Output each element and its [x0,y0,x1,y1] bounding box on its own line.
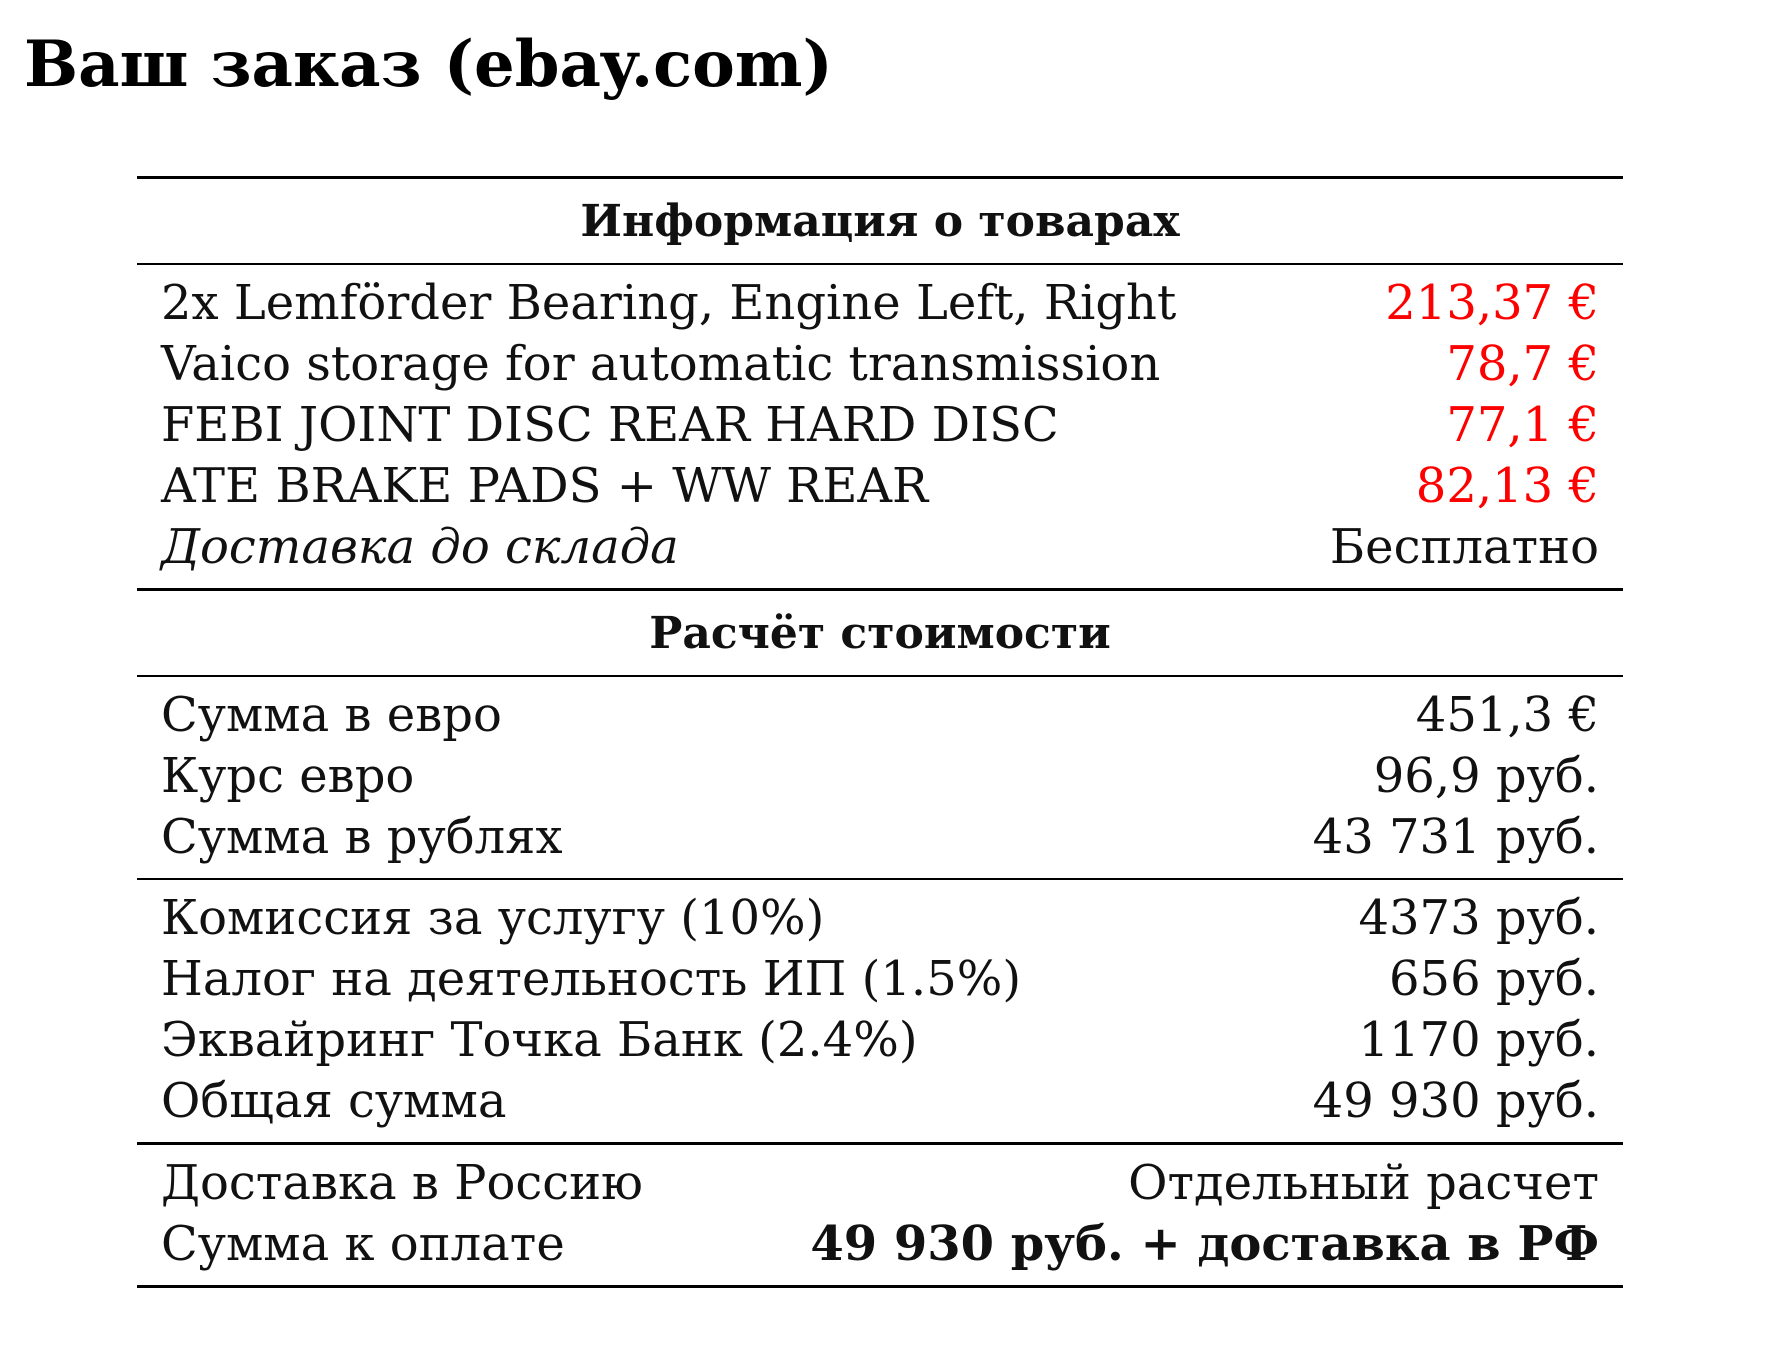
page-title: Ваш заказ (ebay.com) [24,27,833,102]
total-value: 49 930 руб. [1312,1073,1599,1129]
product-row [137,395,1623,456]
russia-delivery-row [137,1153,1623,1214]
final-list [137,1145,1623,1285]
conversion-list [137,677,1623,878]
amount-due-row [137,1214,1623,1275]
product-name: FEBI JOINT DISC REAR HARD DISC [161,397,1059,453]
euro-rate-label: Курс евро [161,748,415,804]
products-section-header: Информация о товарах [580,196,1180,247]
tax-row [137,949,1623,1010]
bottom-rule [137,1285,1623,1288]
product-price: 77,1 € [1446,397,1599,453]
tax-label: Налог на деятельность ИП (1.5%) [161,951,1022,1007]
fees-list [137,880,1623,1142]
euro-sum-label: Сумма в евро [161,687,502,743]
warehouse-delivery-value: Бесплатно [1329,519,1599,575]
product-price: 213,37 € [1385,275,1599,331]
order-table [137,176,1623,1288]
warehouse-delivery-label: Доставка до склада [161,519,679,575]
acquiring-label: Эквайринг Точка Банк (2.4%) [161,1012,918,1068]
rub-sum-label: Сумма в рублях [161,809,563,865]
amount-due-label: Сумма к оплате [161,1216,565,1272]
product-price: 78,7 € [1446,336,1599,392]
rub-sum-value: 43 731 руб. [1312,809,1599,865]
products-list [137,265,1623,588]
total-row [137,1071,1623,1132]
euro-rate-value: 96,9 руб. [1373,748,1599,804]
product-row [137,273,1623,334]
euro-sum-row [137,685,1623,746]
product-name: ATE BRAKE PADS + WW REAR [161,458,929,514]
russia-delivery-label: Доставка в Россию [161,1155,643,1211]
warehouse-delivery-row [137,517,1623,578]
euro-rate-row [137,746,1623,807]
service-fee-row [137,888,1623,949]
service-fee-label: Комиссия за услугу (10%) [161,890,825,946]
product-row [137,334,1623,395]
rub-sum-row [137,807,1623,868]
acquiring-row [137,1010,1623,1071]
russia-delivery-value: Отдельный расчет [1128,1155,1599,1211]
tax-value: 656 руб. [1389,951,1599,1007]
product-name: 2x Lemförder Bearing, Engine Left, Right [161,275,1177,331]
product-name: Vaico storage for automatic transmission [161,336,1161,392]
product-price: 82,13 € [1415,458,1599,514]
calculation-section-header: Расчёт стоимости [649,608,1111,659]
service-fee-value: 4373 руб. [1358,890,1599,946]
euro-sum-value: 451,3 € [1415,687,1599,743]
product-row [137,456,1623,517]
total-label: Общая сумма [161,1073,507,1129]
amount-due-value: 49 930 руб. + доставка в РФ [810,1216,1599,1272]
acquiring-value: 1170 руб. [1358,1012,1599,1068]
